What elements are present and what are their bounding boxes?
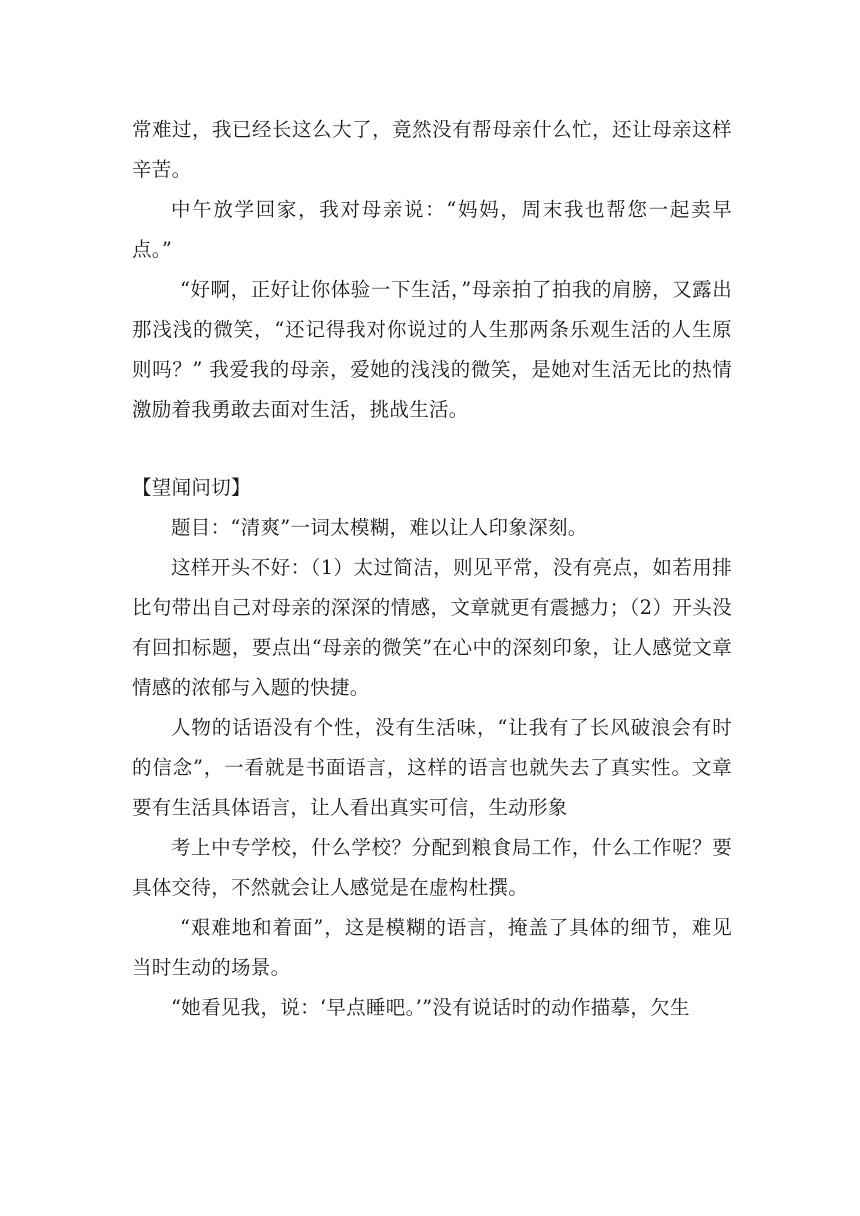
paragraph-comment-action: “她看见我，说：‘早点睡吧。’”没有说话时的动作描摹，欠生 [171, 996, 690, 1019]
paragraph-comment-details: 考上中专学校，什么学校？分配到粮食局工作，什么工作呢？要具体交待，不然就会让人感觉是在虚构杜撰。 [132, 836, 732, 899]
paragraph-mother-reply: “好啊，正好让你体验一下生活，”母亲拍了拍我的肩膀，又露出那浅浅的微笑，“还记得我对你说过的人生那两条乐观生活的人生原则吗？” 我爱我的母亲，爱她的浅浅的微笑，是她对生活无比的热情激励着我勇敢去面对生活，挑战生活。 [132, 278, 732, 421]
paragraph-lunch-conversation: 中午放学回家，我对母亲说：“妈妈，周末我也帮您一起卖早点。” [132, 198, 732, 261]
paragraph-comment-vague-language: “艰难地和着面”，这是模糊的语言，掩盖了具体的细节，难见当时生动的场景。 [132, 916, 732, 979]
paragraph-comment-dialogue: 人物的话语没有个性，没有生活味，“让我有了长风破浪会有时的信念”，一看就是书面语言，这样的语言也就失去了真实性。文章要有生活具体语言，让人看出真实可信，生动形象 [132, 716, 732, 819]
section-spacer [132, 430, 732, 468]
paragraph-comment-title: 题目：“清爽”一词太模糊，难以让人印象深刻。 [171, 516, 588, 539]
paragraph-continuation: 常难过，我已经长这么大了，竟然没有帮母亲什么忙，还让母亲这样辛苦。 [132, 118, 732, 181]
paragraph-comment-opening: 这样开头不好：（1）太过简洁，则见平常，没有亮点，如若用排比句带出自己对母亲的深深的情感，文章就更有震撼力；（2）开头没有回扣标题，要点出“母亲的微笑”在心中的深刻印象，让人感觉文章情感的浓郁与入题的快捷。 [132, 556, 732, 699]
document-body [132, 110, 732, 1028]
section-heading: 【望闻问切】 [132, 476, 251, 499]
